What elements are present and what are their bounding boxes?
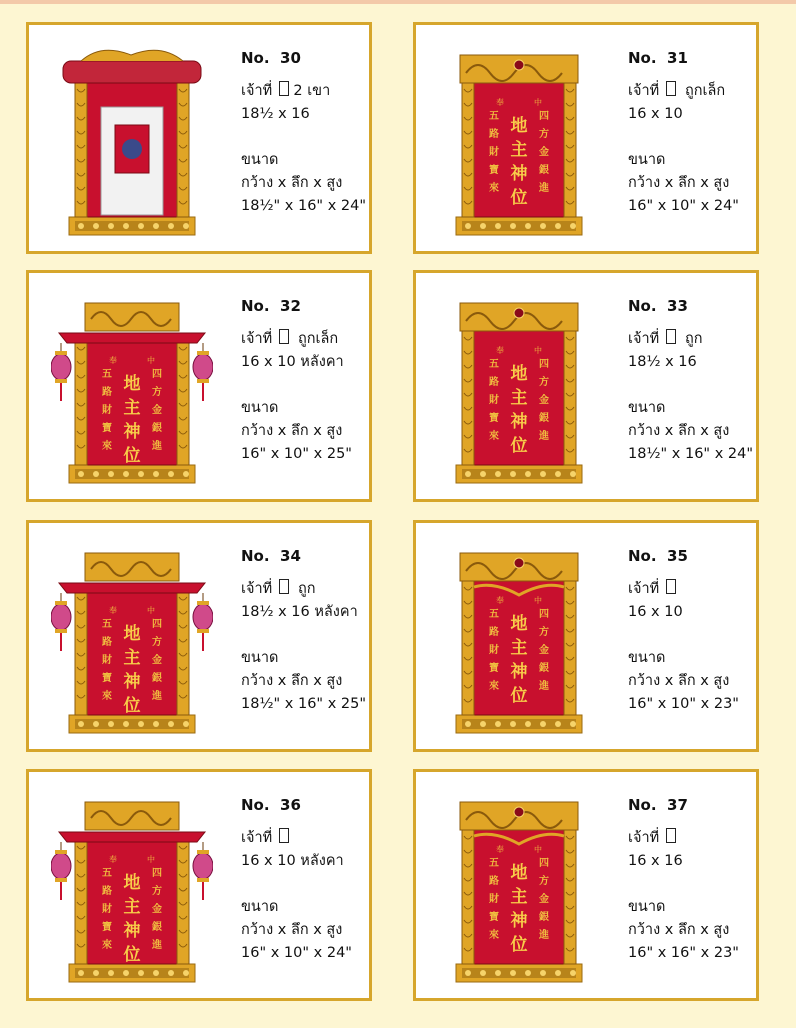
svg-text:主: 主 [123,648,141,668]
product-info [628,295,758,466]
product-number: No. 31 [628,49,688,67]
missing-glyph-icon [279,81,289,96]
svg-text:來: 來 [102,441,112,452]
missing-glyph-icon [666,329,676,344]
svg-text:四: 四 [152,619,162,630]
product-size: 16 x 16 [628,853,683,869]
svg-text:地: 地 [123,374,141,394]
svg-text:神: 神 [510,412,528,432]
svg-text:主: 主 [123,398,141,418]
shrine-photo [51,289,213,489]
svg-text:銀: 銀 [539,912,549,923]
size-label: ขนาด [241,400,279,416]
svg-text:四: 四 [152,369,162,380]
svg-text:進: 進 [539,431,549,442]
missing-glyph-icon [666,579,676,594]
product-number: No. 37 [628,796,688,814]
svg-text:方: 方 [539,627,549,638]
svg-text:金: 金 [152,405,162,416]
svg-text:銀: 銀 [152,423,162,434]
svg-text:位: 位 [123,945,141,965]
svg-text:路: 路 [489,129,499,140]
size-label: ขนาด [628,400,666,416]
product-size: 16 x 10 หลังคา [241,354,344,370]
svg-text:中: 中 [147,356,155,365]
product-number: No. 34 [241,547,301,565]
product-info [628,545,758,716]
svg-text:來: 來 [489,930,499,941]
svg-text:財: 財 [489,645,499,656]
product-size: 18½ x 16 หลังคา [241,604,358,620]
svg-text:中: 中 [534,845,542,854]
svg-text:主: 主 [510,887,528,907]
product-type: เจ้าที่ 2 เขา [241,83,331,99]
dims-label: กว้าง x ลึก x สูง [241,175,343,191]
svg-text:五: 五 [489,609,499,620]
shrine-photo [438,788,600,988]
svg-text:五: 五 [489,359,499,370]
svg-text:金: 金 [539,894,549,905]
svg-text:財: 財 [489,894,499,905]
product-card-31[interactable] [413,22,759,254]
svg-text:奉: 奉 [496,845,504,854]
dims-value: 16" x 10" x 25" [241,446,352,462]
dims-value: 16" x 16" x 23" [628,945,739,961]
svg-text:方: 方 [152,637,162,648]
svg-text:方: 方 [152,387,162,398]
size-label: ขนาด [241,899,279,915]
product-type: เจ้าที่ ถูก [628,331,703,347]
dims-value: 16" x 10" x 23" [628,696,739,712]
svg-text:金: 金 [539,395,549,406]
svg-text:寶: 寶 [489,413,499,424]
svg-text:位: 位 [123,696,141,716]
svg-text:位: 位 [510,935,528,955]
product-info [241,545,371,716]
top-rule [0,0,796,4]
svg-text:路: 路 [489,377,499,388]
svg-text:位: 位 [510,436,528,456]
product-card-37[interactable] [413,769,759,1001]
product-card-30[interactable] [26,22,372,254]
dims-value: 18½" x 16" x 24" [628,446,754,462]
svg-text:寶: 寶 [102,922,112,933]
svg-text:來: 來 [489,681,499,692]
svg-text:主: 主 [510,388,528,408]
dims-label: กว้าง x ลึก x สูง [241,423,343,439]
product-type: เจ้าที่ [241,827,371,850]
product-type: เจ้าที่ [628,827,758,850]
svg-text:路: 路 [102,387,112,398]
dims-label: กว้าง x ลึก x สูง [628,175,730,191]
svg-text:進: 進 [152,691,162,702]
svg-text:路: 路 [489,627,499,638]
svg-text:神: 神 [123,921,141,941]
product-number: No. 36 [241,796,301,814]
svg-text:財: 財 [489,395,499,406]
product-type: เจ้าที่ ถูก [241,581,316,597]
svg-text:奉: 奉 [109,606,117,615]
svg-text:位: 位 [510,686,528,706]
svg-text:財: 財 [102,405,112,416]
product-type: เจ้าที่ ถูกเล็ก [628,83,726,99]
dims-label: กว้าง x ลึก x สูง [241,673,343,689]
svg-text:奉: 奉 [109,356,117,365]
svg-text:地: 地 [510,364,528,384]
product-number: No. 30 [241,49,301,67]
svg-text:主: 主 [510,638,528,658]
product-card-32[interactable] [26,270,372,502]
product-size: 18½ x 16 [628,354,697,370]
missing-glyph-icon [279,329,289,344]
dims-label: กว้าง x ลึก x สูง [241,922,343,938]
dims-value: 18½" x 16" x 25" [241,696,367,712]
svg-text:進: 進 [539,681,549,692]
svg-text:地: 地 [510,863,528,883]
shrine-photo [438,289,600,489]
svg-text:進: 進 [152,940,162,951]
svg-text:來: 來 [102,691,112,702]
svg-text:奉: 奉 [109,855,117,864]
product-info [241,295,371,466]
shrine-photo [51,788,213,988]
svg-text:路: 路 [102,637,112,648]
svg-text:四: 四 [539,858,549,869]
svg-text:神: 神 [510,662,528,682]
svg-text:地: 地 [510,614,528,634]
shrine-photo [51,41,213,241]
shrine-photo [438,539,600,739]
svg-text:來: 來 [489,183,499,194]
size-label: ขนาด [628,650,666,666]
missing-glyph-icon [666,81,676,96]
product-number: No. 33 [628,297,688,315]
svg-text:位: 位 [510,188,528,208]
svg-text:銀: 銀 [539,413,549,424]
product-size: 16 x 10 หลังคา [241,853,344,869]
svg-text:路: 路 [102,886,112,897]
svg-text:神: 神 [123,422,141,442]
shrine-photo [51,539,213,739]
svg-text:神: 神 [510,911,528,931]
product-number: No. 35 [628,547,688,565]
svg-text:五: 五 [489,111,499,122]
product-size: 16 x 10 [628,604,683,620]
svg-text:主: 主 [510,140,528,160]
svg-text:地: 地 [510,116,528,136]
product-size: 18½ x 16 [241,106,310,122]
svg-text:五: 五 [489,858,499,869]
svg-text:財: 財 [102,655,112,666]
product-info [241,794,371,965]
svg-text:金: 金 [539,147,549,158]
svg-text:五: 五 [102,868,112,879]
svg-text:中: 中 [147,855,155,864]
svg-text:寶: 寶 [102,423,112,434]
svg-text:位: 位 [123,446,141,466]
svg-text:銀: 銀 [539,663,549,674]
svg-text:神: 神 [510,164,528,184]
svg-text:中: 中 [147,606,155,615]
size-label: ขนาด [241,152,279,168]
product-card-35[interactable] [413,520,759,752]
svg-text:中: 中 [534,596,542,605]
product-card-34[interactable] [26,520,372,752]
dims-value: 16" x 10" x 24" [628,198,739,214]
missing-glyph-icon [666,828,676,843]
svg-text:四: 四 [152,868,162,879]
svg-text:方: 方 [539,377,549,388]
size-label: ขนาด [241,650,279,666]
dims-label: กว้าง x ลึก x สูง [628,673,730,689]
product-type: เจ้าที่ [628,578,758,601]
svg-text:四: 四 [539,111,549,122]
svg-text:寶: 寶 [489,165,499,176]
svg-text:五: 五 [102,369,112,380]
svg-text:地: 地 [123,873,141,893]
svg-text:方: 方 [152,886,162,897]
product-size: 16 x 10 [628,106,683,122]
svg-text:進: 進 [539,183,549,194]
product-info [628,794,758,965]
svg-text:奉: 奉 [496,346,504,355]
svg-text:中: 中 [534,98,542,107]
svg-text:進: 進 [539,930,549,941]
svg-text:奉: 奉 [496,98,504,107]
svg-text:金: 金 [152,904,162,915]
svg-text:奉: 奉 [496,596,504,605]
shrine-photo [438,41,600,241]
svg-text:財: 財 [489,147,499,158]
dims-value: 18½" x 16" x 24" [241,198,367,214]
product-type: เจ้าที่ ถูกเล็ก [241,331,339,347]
product-info [241,47,371,218]
svg-text:金: 金 [539,645,549,656]
svg-text:神: 神 [123,672,141,692]
svg-text:寶: 寶 [102,673,112,684]
svg-text:銀: 銀 [152,673,162,684]
svg-text:四: 四 [539,609,549,620]
svg-text:進: 進 [152,441,162,452]
svg-text:銀: 銀 [539,165,549,176]
product-number: No. 32 [241,297,301,315]
dims-label: กว้าง x ลึก x สูง [628,922,730,938]
svg-text:寶: 寶 [489,663,499,674]
svg-text:銀: 銀 [152,922,162,933]
svg-text:財: 財 [102,904,112,915]
svg-text:地: 地 [123,624,141,644]
product-card-36[interactable] [26,769,372,1001]
svg-text:金: 金 [152,655,162,666]
dims-label: กว้าง x ลึก x สูง [628,423,730,439]
dims-value: 16" x 10" x 24" [241,945,352,961]
size-label: ขนาด [628,152,666,168]
product-card-33[interactable] [413,270,759,502]
svg-text:路: 路 [489,876,499,887]
svg-text:方: 方 [539,876,549,887]
svg-text:四: 四 [539,359,549,370]
svg-text:中: 中 [534,346,542,355]
missing-glyph-icon [279,828,289,843]
svg-text:五: 五 [102,619,112,630]
size-label: ขนาด [628,899,666,915]
svg-text:來: 來 [489,431,499,442]
svg-text:主: 主 [123,897,141,917]
svg-text:方: 方 [539,129,549,140]
missing-glyph-icon [279,579,289,594]
product-info [628,47,758,218]
svg-text:寶: 寶 [489,912,499,923]
svg-text:來: 來 [102,940,112,951]
